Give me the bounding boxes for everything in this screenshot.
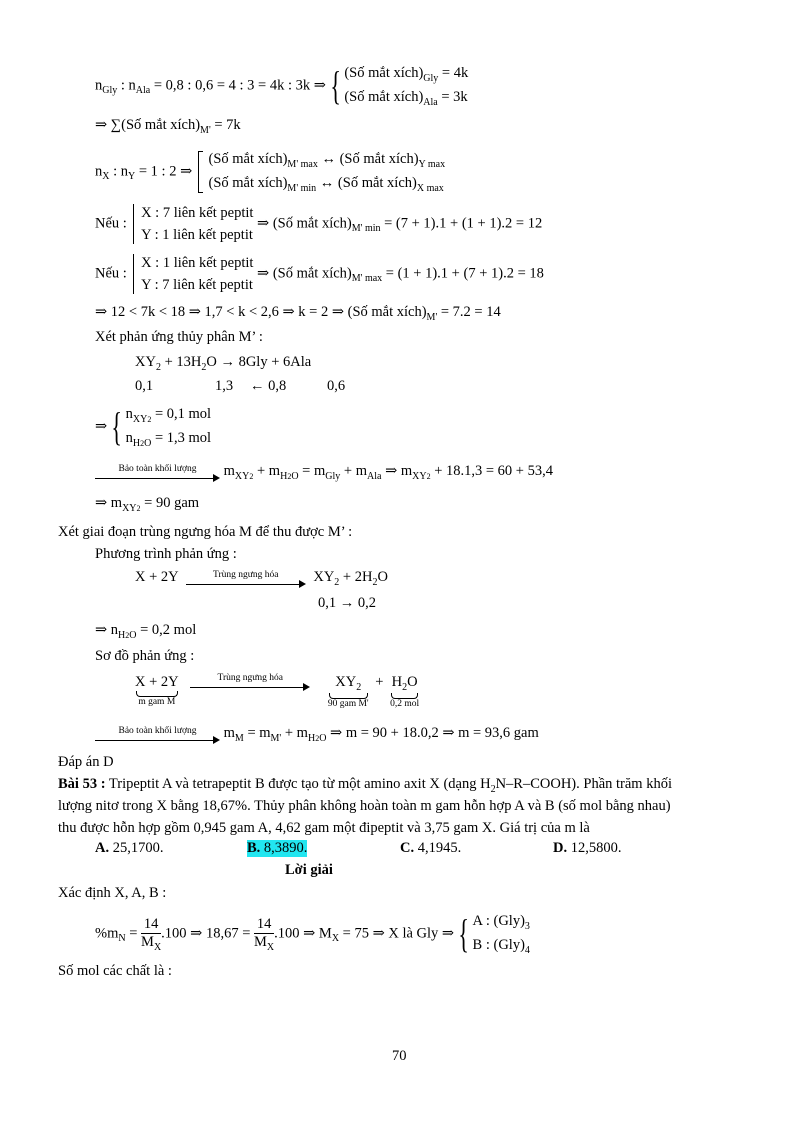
question-line-2: lượng nitơ trong X bằng 18,67%. Thủy phân không hoàn toàn m gam hỗn hợp A và B (số mol bằng nhau) — [58, 798, 671, 814]
eq-hydrolysis-mol-3: ← 0,8 — [250, 378, 287, 394]
text-equation-heading: Phương trình phản ứng : — [95, 546, 237, 562]
text-condensation: Xét giai đoạn trùng ngưng hóa M để thu được M’ : — [58, 524, 353, 540]
eq-hydrolysis-mol: 0,1 — [135, 378, 154, 394]
eq-n-water: ⇒ $n_{H2O} = 0,2$ mol — [95, 622, 197, 641]
option-c: C. 4,1945. — [400, 840, 462, 856]
text-hydrolysis: Xét phản ứng thủy phân M’ : — [95, 329, 263, 345]
question-line-3: thu được hỗn hợp gồm 0,945 gam A, 4,62 gam một đipeptit và 3,75 gam X. Giá trị của m là — [58, 820, 590, 836]
eq-mol-system: ⇒ { $n_{XY2} = 0,1$ mol $n_{H2O} = 1,3$ mol — [95, 404, 212, 449]
eq-scheme: X + 2Y m gam M Trùng ngưng hóa $XY_2$ 90 gam M' + $H_2O$ 0,2 mol — [135, 673, 420, 709]
eq-ratio-x-y: $n_X$ : $n_Y = 1$ : 2 ⇒ (Số mắt $xích)_{M' max}$ ↔ (Số mắt $xích)_{Y max}$ (Số mắt $xích)_{M' min}$ ↔ (Số mắt $xích)_{X max}$ — [95, 151, 446, 194]
eq-k-range: ⇒ 12 < 7k < 18 ⇒ 1,7 < k < 2,6 ⇒ k = 2 ⇒ (Số mắt $xích)_{M'} = 7.2 = 14$ — [95, 304, 501, 323]
option-a: A. 25,1700. — [95, 840, 164, 856]
eq-case-max: Nếu : X : 1 liên kết peptit Y : 7 liên kết peptit ⇒ (Số mắt $xích)_{M' max} = (1 + 1).1 + (7 + 1).2 = 18$ — [95, 255, 544, 293]
text-moles: Số mol các chất là : — [58, 963, 172, 979]
eq-hydrolysis-mol-4: 0,6 — [327, 378, 346, 394]
text-scheme-heading: Sơ đồ phản ứng : — [95, 648, 195, 664]
text-determine: Xác định X, A, B : — [58, 885, 167, 901]
eq-condensation-mol: 0,1 → 0,2 — [318, 595, 376, 611]
eq-mass-conservation-2: Bảo toàn khối lượng $m_M = m_{M'} + m_{H2O}$ ⇒ m = 90 + 18.0,2 ⇒ m = 93,6 gam — [95, 724, 539, 744]
eq-condensation: X + 2Y Trùng ngưng hóa $XY_2 + 2H_2O$ — [135, 569, 388, 588]
eq-nitrogen-percent: $\%m_N$ = $\frac{14}{M_X}$ .100 ⇒ 18,67 = $\frac{14}{M_X}$ .100 ⇒ $M_X = 75$ ⇒ X là Gly ⇒ { A : $(Gly)_3$ B : $(Gly)_4$ — [95, 911, 530, 956]
answer-line: Đáp án D — [58, 754, 114, 770]
eq-mass-conservation-1: Bảo toàn khối lượng $m_{XY2} + m_{H2O} = m_{Gly} + m_{Ala}$ ⇒ $m_{XY2} + 18.1,3 = 60 + 53,4$ — [95, 462, 553, 482]
eq-case-min: Nếu : X : 7 liên kết peptit Y : 1 liên kết peptit ⇒ (Số mắt $xích)_{M' min} = (7 + 1).1 + (1 + 1).2 = 12$ — [95, 205, 543, 243]
eq-hydrolysis-mol-2: 1,3 — [215, 378, 234, 394]
option-d: D. 12,5800. — [553, 840, 622, 856]
question-line-1: Bài 53 : Tripeptit A và tetrapeptit B được tạo từ một amino axit X (dạng $H_2N-R-COOH$). Phần trăm khối — [58, 776, 672, 795]
eq-sum-links: ⇒ ∑(Số mắt $xích)_{M'} = 7k$ — [95, 117, 241, 136]
solution-heading: Lời giải — [285, 862, 333, 878]
eq-ratio-gly-ala: $n_{Gly}$ : $n_{Ala} = 0,8$ : 0,6 = 4 : 3 = 4k : 3k ⇒ { (Số mắt $xích)_{Gly} = 4k$ (Số mắt $xích)_{Ala} = 3k$ — [95, 63, 469, 108]
page-number: 70 — [392, 1048, 407, 1064]
option-b: B. 8,3890. — [247, 840, 308, 856]
eq-mass-xy2: ⇒ $m_{XY2} = 90$ gam — [95, 495, 200, 514]
eq-hydrolysis: $XY_2 + 13H_2O \to 8Gly + 6Ala$ — [135, 354, 312, 373]
